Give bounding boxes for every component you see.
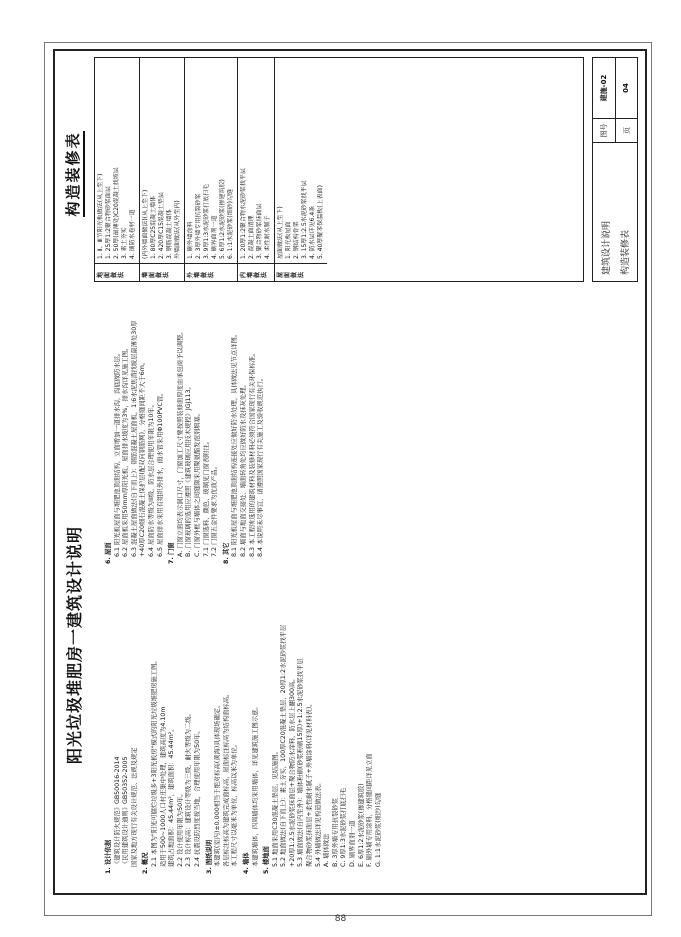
section-line: C. 9厚1:3水泥砂浆打底扫毛 [340,787,348,867]
section-line: E. 6厚1:2水泥砂浆(掺建筑胶) [357,783,365,867]
section-line: 6.5 屋面排水采用有组织外排水，雨水管采用Φ100PVC管。 [156,389,164,557]
section-line: 8.3 本工程所选用的建筑材料及装修材料必须符合国家现行有关环保标准。 [248,349,256,557]
section-line: 7.1 门窗选料、颜色、玻璃见门窗表附注。 [202,437,210,557]
section-line: 2.1 本图为"阳光可腐烂垃圾多+3阳光板房"模式的阳光垃圾堆肥房施工图。 [150,657,158,867]
page-label: 页 [616,118,638,142]
section-heading: 4. 墙体 [242,852,250,874]
table-row-line: 3. 素土夯实 [121,227,128,259]
section-line: +20厚1:2.5水泥砂浆抹面层+聚合物防水涂料，防水层上翻300高。 [288,675,296,867]
table-row [185,58,238,281]
section-line: 5.3 墙面做法(自内至外)：墙体粉刷(砂浆粉刷15厚)+1:2.5水泥砂浆找平层 [297,658,305,867]
section-line: 本建筑墙体，四周墙体均采用墙体，详见建筑施工图示意。 [251,703,259,867]
section-heading: 7. 门窗 [168,542,176,564]
table-row-line: 1. 20厚1:2聚合物水泥砂浆找平层 [240,168,247,259]
table-row-line: 4. 铺防水卷材一道 [129,209,136,259]
table-row-line: 2. 50厚(最薄处)C20混凝土找坡层 [113,167,120,259]
rotated-drawing [54,49,646,894]
table-row-line: 5. 40厚聚苯保温板(上表面) [317,185,324,259]
table-row-line: 5. 6厚1:2水泥砂浆(掺建筑胶) [219,179,226,259]
section-line: 2.3 设计标高：建筑设计等级为三级，耐火等级为二级。 [185,710,193,867]
section-line: 国家及地方现行有关设计规范、法规及规定 [130,747,138,867]
table-row-content [185,58,237,263]
table-row-line: 1. Ⅱ、Ⅲ节阳光板做法(从上至下) [97,173,104,259]
table-row-category: 内墙做法 [238,263,274,281]
title-block-names [593,142,637,281]
table-row-category: 外墙做法 [185,263,237,281]
left-column [102,574,383,874]
table-row-content [275,58,327,263]
section-line: G. 1:1水泥砂浆(细沙)勾缝 [374,792,382,867]
drawing-number-value: 建施-02 [600,74,608,102]
section-line: 6.2 屋面板采用50mm厚阳光板，屋面排水坡度为3%，排水沟详见施工图。 [122,344,130,557]
right-column [102,294,266,564]
section-line: 《建筑设计防火规范》GB50016-2014 [113,756,121,867]
section-heading: 6. 屋面 [105,542,112,564]
drawing-name: 建筑设计说明 [602,220,612,275]
table-title-text: 构造装修表 [64,132,85,217]
section-line: +40厚C20细石混凝土保护层(配双向钢筋网)，分格缝间距不大于6m。 [139,358,147,557]
section-line: 8.4 本说明未尽事宜，请遵照国家现行有关施工及验收规范执行。 [257,374,265,557]
section-line: 8.1 阳光板屋面与堆肥池顶面结构连接处应做好防水处理，具体做法见节点详图。 [231,330,239,557]
table-row-line: 4. 刷界面剂一道 [211,215,218,259]
section-line: B. 3厚外墙专用抗裂砂浆 [331,797,339,867]
table-row-category: 墙面做法 [140,263,184,281]
section-line: 适用于500~1000人口村庄集中处理，建筑高度为4.10m [159,706,167,867]
section-line: 本建筑(室内)±0.000相当于绝对标高(黄海)具体现场确定。 [214,701,222,867]
table-row [95,58,140,281]
section-line: A. 门窗立面均表示洞口尺寸，门窗加工尺寸要按照装修面厚度由承包商予以调整。 [176,328,184,557]
table-row [275,58,327,281]
section-line: 各层标注标高为建筑完成面标高，屋面标注标高为结构面标高。 [222,690,230,867]
section-line: 建筑占地面积：45.44m²，建筑面积：45.44m²。 [168,725,176,867]
section-line: A. 墙体做法 [323,833,331,867]
table-row [140,58,185,281]
section-line: 7.2 门窗五金件要求为优质产品。 [211,463,219,557]
table-row-line: 3. 9厚1:3水泥砂浆打底扫毛 [203,183,210,259]
table-row-line: 1. 阳光板屋面 [285,221,292,259]
table-row-category: 地面做法 [95,263,139,281]
page-value: 04 [621,83,630,93]
section-heading: 1. 设计依据 [105,839,112,874]
section-line: D. 刷界面剂一道 [349,820,357,867]
table-row-line: 1. 刷外墙涂料 [187,221,194,259]
table-title [62,74,83,274]
table-row-line: 3. 聚合物砂浆抹面层 [256,203,263,259]
table-row-category: 屋面做法 [275,263,327,281]
table-row-line: 2. 3厚外墙专用抗裂砂浆 [195,193,202,259]
table-row-line: 2. 钢结构骨架 [293,221,300,259]
table-row-content [238,58,274,263]
section-line: 2.2 设计使用年限为50年。 [176,790,184,867]
construction-table [94,57,584,282]
table-row-line: 3. 15厚1:2.5水泥砂浆找平层 [301,180,308,259]
section-line: 聚合物砂浆抹面层+柔性耐水腻子+外墙涂料(详见材料表)。 [306,700,314,867]
table-row-line: 2. 420厚C15混凝土垫层 [158,192,165,259]
section-line: 6.1 阳光板屋面与堆肥池顶面结构，立面增加一道排水沟，沟底做防水层。 [113,349,121,557]
table-row [238,58,275,281]
section-heading: 8. 其它 [222,542,230,564]
section-line: F. 刷外墙专用涂料，分格缝间距详见立面 [366,753,374,867]
section-line: 本工程尺寸以毫米为单位，标高以米为单位。 [231,741,239,867]
section-heading: 5. 楼地面 [263,846,271,874]
section-line: B. 门窗玻璃的选用应遵照《建筑玻璃应用技术规程》JGJ113。 [185,383,193,557]
table-row-line: 4. 防水层详见6.4条 [309,205,316,259]
table-row-line: 外墙面做法(从外至内) [174,200,181,259]
section-line: 《民用建筑设计通则》GB50352-2005 [122,756,130,867]
table-row-content [140,58,184,263]
table-row-content [95,58,139,263]
section-line: 8.2 墙面与地面交接处、墙面转角处均应做好防水及抹灰处理。 [239,381,247,557]
section-line: C. 门窗外框与墙体之间缝隙采用聚氨酯发泡剂填塞。 [193,410,201,557]
table-row-line: 6. 1:1水泥砂浆(细砂)勾缝 [227,189,234,259]
table-row-line: 屋面做法(从上至下) [277,206,284,259]
table-row-line: 1. 25厚1:2聚合物砂浆面层 [105,186,112,259]
section-line: 5.1 地面采用C30混凝土垫层，见结施图。 [271,748,279,867]
main-title: 阳光垃圾堆肥房一建筑设计说明 [65,525,84,764]
table-row-line: 3. 钢筋混凝土墙体 [166,209,173,259]
title-block-meta [593,58,637,142]
table-row-line: 4. 柔性耐水腻子 [264,215,271,259]
section-line: 5.4 外墙做法详见构造做法表。 [314,779,322,867]
section-line: 2.4 抗震设防烈度按当地，合理使用年限为50年。 [193,727,201,867]
title-block [592,57,638,282]
table-row-line: (内外墙面做法)(从上至下) [142,189,149,259]
page-number: 88 [334,914,347,924]
table-row-line: 1. 80厚C25混凝土墙体 [150,195,157,259]
section-heading: 3. 图纸说明 [205,839,213,874]
section-line: 6.3 混凝土屋面做法(自下而上)：钢筋混凝土屋面板，1:6水泥焦渣找坡层最薄处30厚 [130,320,138,557]
table-row-line: 2. 混凝土面清理 [248,215,255,259]
section-line: 5.2 地面做法(自下而上)：素土夯实，100厚C20混凝土垫层，20厚1:2水泥砂浆找平层 [280,624,288,867]
section-line: 6.4 屋面防水等级为II级，防水层合理使用年限为10年。 [147,401,155,557]
drawing-number-label: 图号 [593,118,615,142]
section-heading: 2. 概况 [142,852,150,874]
drawing-subname: 构造装修表 [621,229,631,275]
